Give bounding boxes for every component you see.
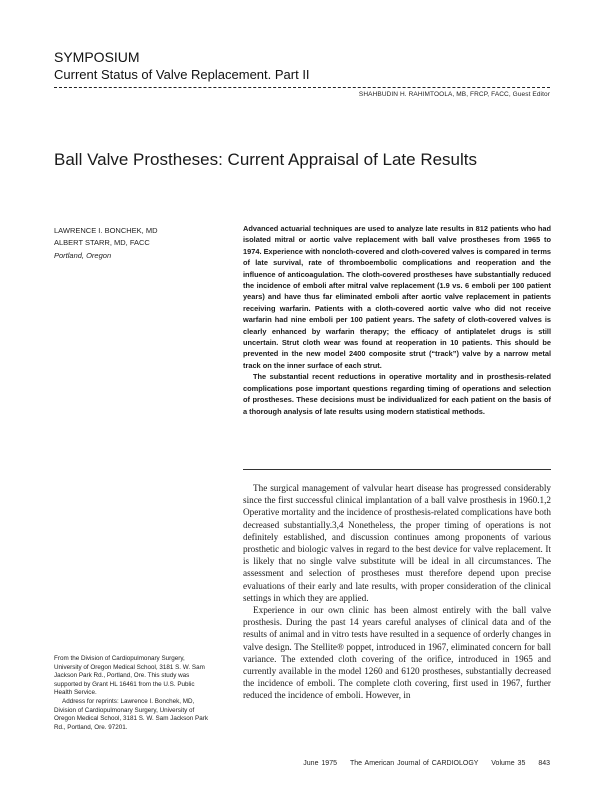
abstract-divider (243, 469, 551, 470)
article-body (243, 482, 551, 702)
symposium-label: SYMPOSIUM (54, 49, 140, 65)
author-name: LAWRENCE I. BONCHEK, MD (54, 226, 158, 235)
abstract (243, 223, 551, 417)
footer-journal: The American Journal of CARDIOLOGY (349, 760, 479, 767)
author-list (54, 225, 157, 249)
header-divider (54, 87, 550, 88)
abstract-paragraph: Advanced actuarial techniques are used to analyze late results in 812 patients who had isolated mitral or aortic valve replacement with ball valve prostheses from 1965 to 1974. Experience with noncloth-covered and cloth-covered valves is compared in terms of late survival, rate of thromboembolic complications and reoperation and the influence of anticoagulation. The cloth-covered prostheses have substantially reduced the incidence of emboli after mitral valve replacement (1.9 vs. 6 emboli per 100 patient years) and have thus far eliminated emboli after aortic valve replacement in patients receiving warfarin. Patients with a cloth-covered aortic valve who did not receive warfarin had nine emboli per 100 patient years. The safety of cloth-covered valves is clearly enhanced by warfarin therapy; the efficacy of antiplatelet drugs is still uncertain. Strut cloth wear was found at reoperation in 10 patients. This should be prevented in the new model 2400 composite strut (“track”) valve by a narrow metal track on the inner surface of each strut. (243, 224, 551, 370)
series-title: Current Status of Valve Replacement. Part II (54, 67, 310, 82)
footer-date: June 1975 (303, 760, 337, 767)
footnote-paragraph: From the Division of Cardiopulmonary Surgery, University of Oregon Medical School, 3181 S. W. Sam Jackson Park Rd., Portland, Ore. This study was supported by Grant HL 16461 from the U.S. Public Health Service. (54, 655, 205, 697)
author-location: Portland, Oregon (54, 251, 112, 260)
guest-editor: SHAHBUDIN H. RAHIMTOOLA, MB, FRCP, FACC, Guest Editor (358, 91, 550, 98)
page-number: 843 (538, 760, 550, 767)
author-name: ALBERT STARR, MD, FACC (54, 238, 150, 247)
affiliation-footnote (54, 655, 214, 732)
body-paragraph: Experience in our own clinic has been almost entirely with the ball valve prosthesis. During the past 14 years careful analyses of clinical data and of the results of animal and in vitro tests have resulted in a sequence of orderly changes in valve design. The Stellite® poppet, introduced in 1967, eliminated concern for ball variance. The extended cloth covering of the orifice, introduced in 1965 and currently available in the model 1260 and 6120 prostheses, substantially decreased the incidence of emboli. The complete cloth covering, first used in 1967, further reduced the incidence of emboli. However, in (243, 605, 551, 701)
body-paragraph: The surgical management of valvular heart disease has progressed considerably since the first successful clinical implantation of a ball valve prosthesis in 1960.1,2 Operative mortality and the incidence of prosthesis-related complications have both decreased substantially.3,4 Nonetheless, the proper timing of operations is not definitely established, and discussion continues among proponents of various prosthetic and biologic valves in regard to the best device for valve replacement. It is likely that no single valve substitute will be ideal in all circumstances. The assessment and selection of prostheses must therefore depend upon precise evaluations of their early and late results, with proper consideration of the clinical settings in which they are applied. (243, 483, 551, 603)
footer-volume: Volume 35 (491, 760, 526, 767)
page-footer (293, 760, 550, 767)
abstract-paragraph: The substantial recent reductions in operative mortality and in prosthesis-related complications pose important questions regarding timing of operations and selection of prostheses. These decisions must be individualized for each patient on the basis of a thorough analysis of late results using modern statistical methods. (243, 372, 551, 416)
article-title: Ball Valve Prostheses: Current Appraisal of Late Results (54, 150, 478, 169)
footnote-paragraph: Address for reprints: Lawrence I. Bonchek, MD, Division of Cardiopulmonary Surgery, University of Oregon Medical School, 3181 S. W. Sam Jackson Park Rd., Portland, Ore. 97201. (54, 697, 208, 731)
